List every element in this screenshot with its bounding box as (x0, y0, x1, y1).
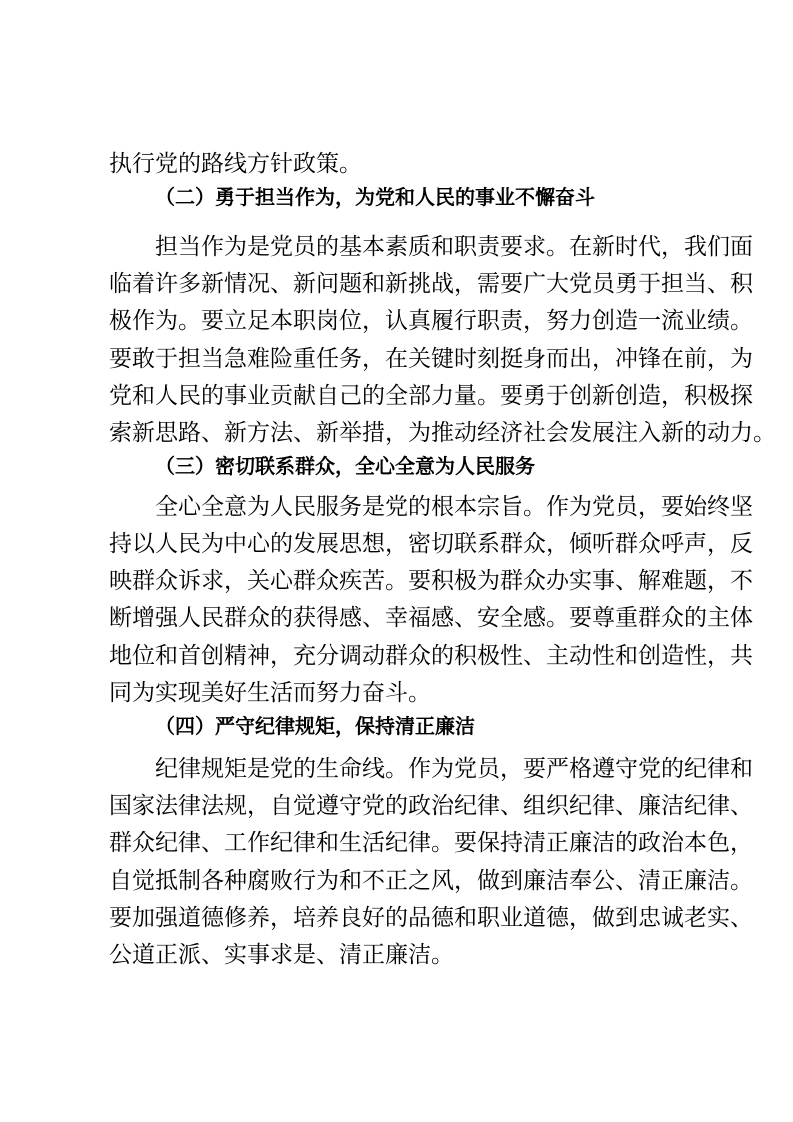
paragraph-line: 地位和首创精神，充分调动群众的积极性、主动性和创造性，共 (109, 643, 753, 669)
paragraph-line: 要加强道德修养，培养良好的品德和职业道德，做到忠诚老实、 (109, 905, 753, 931)
paragraph-line: 群众纪律、工作纪律和生活纪律。要保持清正廉洁的政治本色， (109, 830, 753, 856)
paragraph-line: 自觉抵制各种腐败行为和不正之风，做到廉洁奉公、清正廉洁。 (109, 868, 753, 894)
paragraph-line: 全心全意为人民服务是党的根本宗旨。作为党员，要始终坚 (155, 494, 753, 520)
paragraph-line: 同为实现美好生活而努力奋斗。 (109, 680, 431, 706)
paragraph-line: 断增强人民群众的获得感、幸福感、安全感。要尊重群众的主体 (109, 605, 753, 631)
paragraph-line: 党和人民的事业贡献自己的全部力量。要勇于创新创造，积极探 (109, 383, 753, 409)
paragraph-line: 公道正派、实事求是、清正廉洁。 (109, 942, 454, 968)
section-heading: （二）勇于担当作为，为党和人民的事业不懈奋斗 (155, 185, 595, 209)
paragraph-line: 纪律规矩是党的生命线。作为党员，要严格遵守党的纪律和 (155, 756, 753, 782)
paragraph-line: 执行党的路线方针政策。 (109, 151, 362, 177)
paragraph-line: 索新思路、新方法、新举措，为推动经济社会发展注入新的动力。 (109, 420, 776, 446)
section-heading: （四）严守纪律规矩，保持清正廉洁 (155, 714, 475, 738)
paragraph-line: 国家法律法规，自觉遵守党的政治纪律、组织纪律、廉洁纪律、 (109, 793, 753, 819)
paragraph-line: 持以人民为中心的发展思想，密切联系群众，倾听群众呼声，反 (109, 531, 753, 557)
paragraph-line: 映群众诉求，关心群众疾苦。要积极为群众办实事、解难题，不 (109, 568, 753, 594)
paragraph-line: 要敢于担当急难险重任务，在关键时刻挺身而出，冲锋在前，为 (109, 346, 753, 372)
paragraph-line: 担当作为是党员的基本素质和职责要求。在新时代，我们面 (155, 234, 753, 260)
paragraph-line: 极作为。要立足本职岗位，认真履行职责，努力创造一流业绩。 (109, 308, 753, 334)
section-heading: （三）密切联系群众，全心全意为人民服务 (155, 454, 535, 478)
paragraph-line: 临着许多新情况、新问题和新挑战，需要广大党员勇于担当、积 (109, 271, 753, 297)
